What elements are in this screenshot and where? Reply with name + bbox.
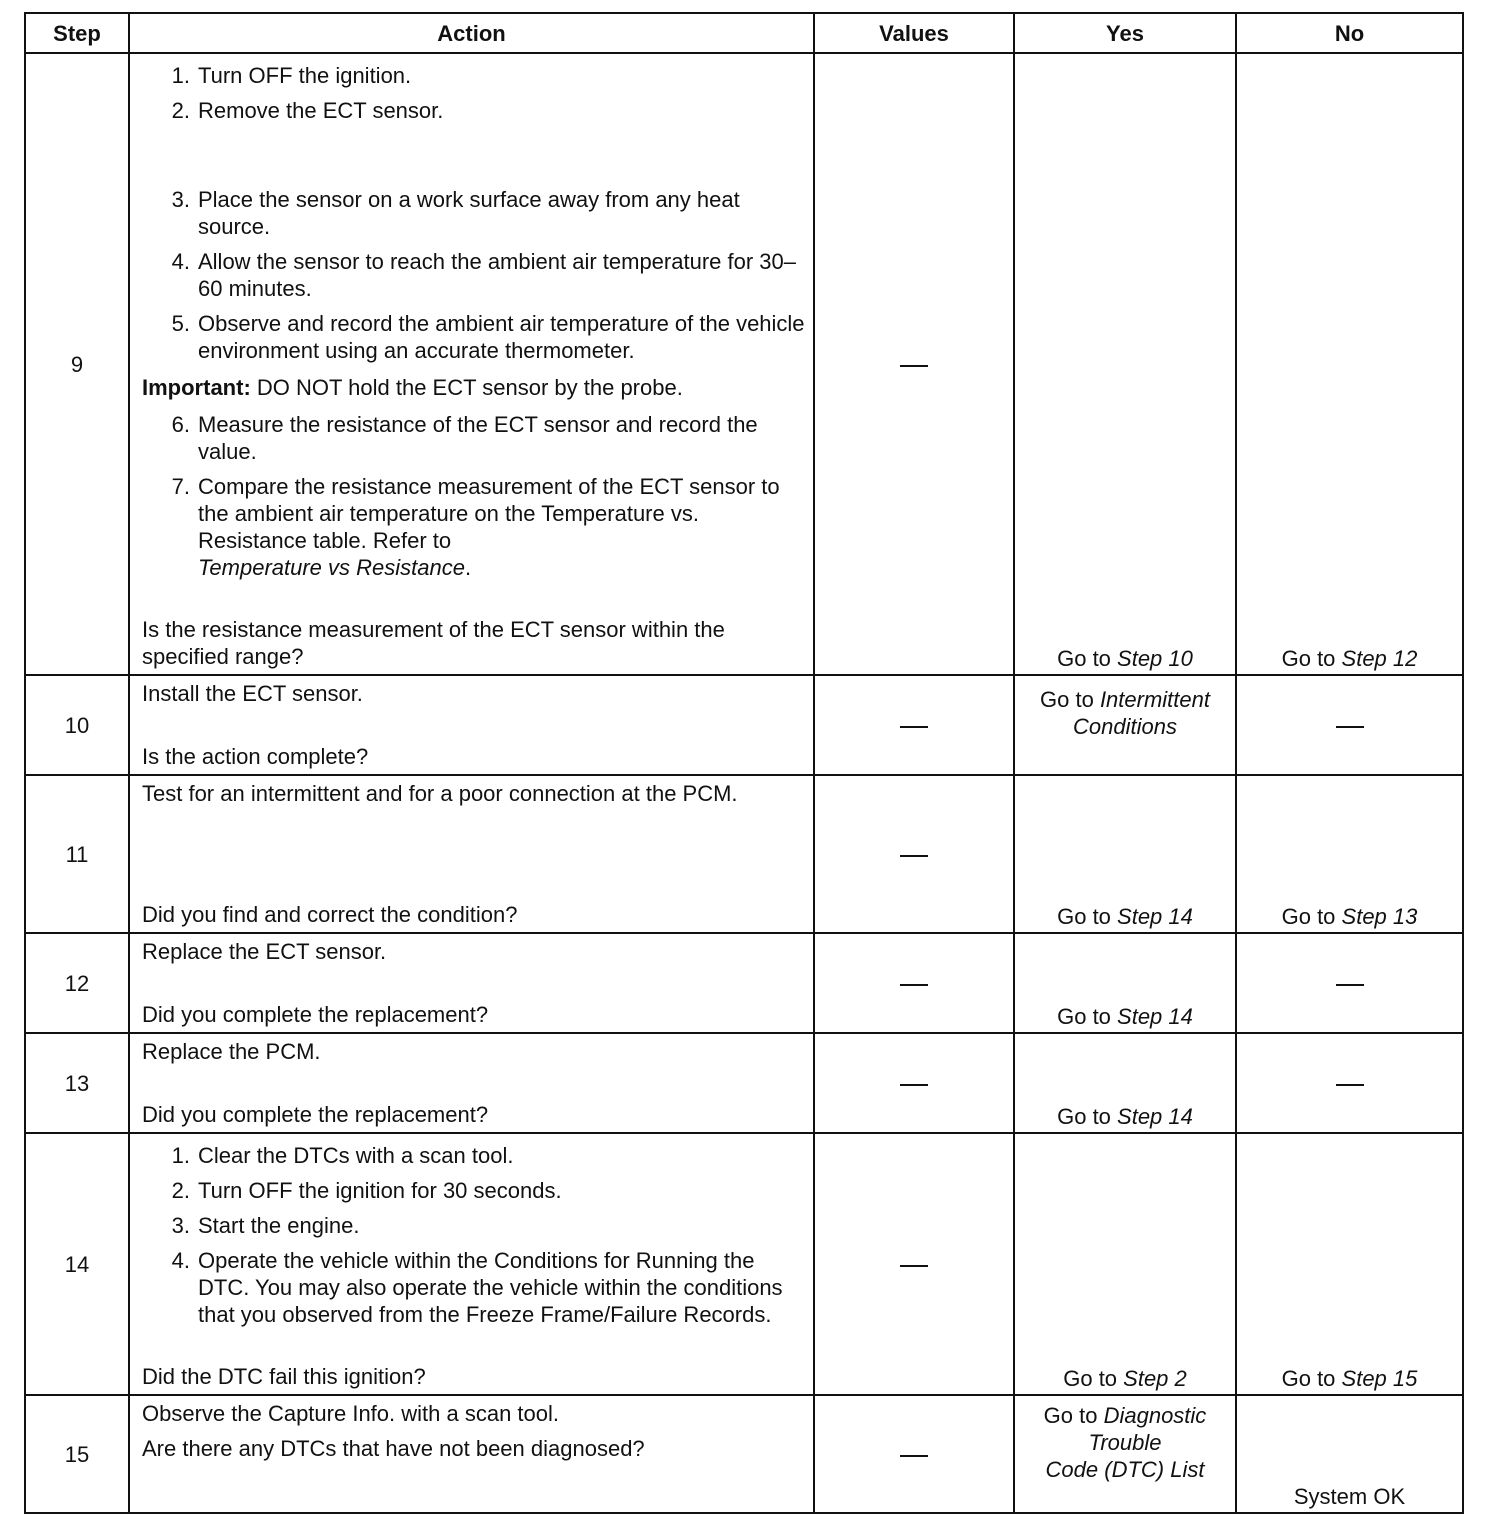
list-item: 2. Remove the ECT sensor. bbox=[171, 98, 444, 123]
list-item: 1. Turn OFF the ignition. bbox=[171, 63, 412, 88]
list-item: 2. Turn OFF the ignition for 30 seconds. bbox=[171, 1178, 562, 1203]
no-cell: Go to Step 13 bbox=[1236, 775, 1463, 933]
question-text: Is the resistance measurement of the ECT sensor within the specified range? bbox=[142, 617, 725, 669]
question-text: Did you complete the replacement? bbox=[142, 1002, 489, 1027]
goto-step-link[interactable]: Step 15 bbox=[1341, 1366, 1418, 1391]
step-number: 15 bbox=[25, 1395, 129, 1513]
question-text: Did the DTC fail this ignition? bbox=[142, 1364, 426, 1389]
dash-mark bbox=[1336, 1084, 1364, 1086]
header-no: No bbox=[1236, 13, 1463, 53]
goto-step-link[interactable]: Step 14 bbox=[1117, 1004, 1193, 1029]
action-text: Install the ECT sensor. bbox=[142, 681, 363, 706]
dash-mark bbox=[900, 726, 928, 728]
step-number: 9 bbox=[25, 53, 129, 675]
table-row-step-14 bbox=[25, 1133, 1463, 1395]
action-cell bbox=[129, 1033, 814, 1133]
header-action: Action bbox=[129, 13, 814, 53]
header-row bbox=[25, 13, 1463, 53]
header-step: Step bbox=[25, 13, 129, 53]
goto-dtc-list-link-3[interactable]: Code (DTC) List bbox=[1045, 1457, 1205, 1482]
no-cell bbox=[1236, 933, 1463, 1033]
list-item: 6. Measure the resistance of the ECT sensor and record the value. bbox=[171, 412, 758, 464]
table-row-step-9 bbox=[25, 53, 1463, 675]
yes-cell: Go to Step 10 bbox=[1014, 53, 1236, 675]
action-list bbox=[142, 1138, 805, 1336]
action-cell bbox=[129, 1133, 814, 1395]
action-cell bbox=[129, 775, 814, 933]
list-item: 5. Observe and record the ambient air temperature of the vehicle environment using an accurate thermometer. bbox=[171, 311, 805, 363]
list-item: 3. Start the engine. bbox=[171, 1213, 360, 1238]
action-cell bbox=[129, 1395, 814, 1513]
yes-cell: Go to Intermittent Conditions bbox=[1014, 675, 1236, 775]
reference-link[interactable]: Temperature vs Resistance bbox=[198, 555, 465, 580]
table-row-step-12 bbox=[25, 933, 1463, 1033]
action-text: Observe the Capture Info. with a scan tool. bbox=[142, 1401, 560, 1426]
goto-step-link[interactable]: Step 14 bbox=[1117, 1104, 1193, 1129]
list-item: 1. Clear the DTCs with a scan tool. bbox=[171, 1143, 514, 1168]
header-values: Values bbox=[814, 13, 1014, 53]
question-text: Are there any DTCs that have not been diagnosed? bbox=[142, 1436, 645, 1461]
step-number: 14 bbox=[25, 1133, 129, 1395]
table-row-step-15 bbox=[25, 1395, 1463, 1513]
action-list bbox=[142, 182, 805, 372]
dash-mark bbox=[900, 1455, 928, 1457]
action-text: Replace the ECT sensor. bbox=[142, 939, 387, 964]
list-item: 3. Place the sensor on a work surface away from any heat source. bbox=[171, 187, 740, 239]
values-cell bbox=[814, 775, 1014, 933]
table-row-step-11 bbox=[25, 775, 1463, 933]
no-cell bbox=[1236, 1395, 1463, 1513]
yes-cell: Go to Step 14 bbox=[1014, 933, 1236, 1033]
no-cell bbox=[1236, 675, 1463, 775]
goto-step-link[interactable]: Step 14 bbox=[1117, 904, 1193, 929]
list-item: 4. Allow the sensor to reach the ambient air temperature for 30–60 minutes. bbox=[171, 249, 796, 301]
dash-mark bbox=[1336, 984, 1364, 986]
goto-dtc-list-link[interactable]: Diagnostic bbox=[1103, 1403, 1207, 1428]
no-cell: Go to Step 12 bbox=[1236, 53, 1463, 675]
dash-mark bbox=[900, 1265, 928, 1267]
goto-intermittent-link-2[interactable]: Conditions bbox=[1073, 714, 1177, 739]
action-cell bbox=[129, 53, 814, 675]
step-number: 10 bbox=[25, 675, 129, 775]
values-cell bbox=[814, 1133, 1014, 1395]
table-row-step-10 bbox=[25, 675, 1463, 775]
step-number: 11 bbox=[25, 775, 129, 933]
important-note: Important: DO NOT hold the ECT sensor by the probe. bbox=[142, 375, 683, 400]
table-row-step-13 bbox=[25, 1033, 1463, 1133]
action-text: Replace the PCM. bbox=[142, 1039, 321, 1064]
goto-step-link[interactable]: Step 2 bbox=[1123, 1366, 1187, 1391]
yes-cell: Go to Step 2 bbox=[1014, 1133, 1236, 1395]
goto-step-link[interactable]: Step 12 bbox=[1341, 646, 1418, 671]
action-cell bbox=[129, 933, 814, 1033]
diagnostic-table bbox=[24, 12, 1464, 1514]
yes-cell: Go to Step 14 bbox=[1014, 1033, 1236, 1133]
goto-step-link[interactable]: Step 10 bbox=[1117, 646, 1193, 671]
dash-mark bbox=[900, 855, 928, 857]
values-cell bbox=[814, 675, 1014, 775]
step-number: 12 bbox=[25, 933, 129, 1033]
dash-mark bbox=[900, 365, 928, 367]
step-number: 13 bbox=[25, 1033, 129, 1133]
values-cell bbox=[814, 1395, 1014, 1513]
values-cell bbox=[814, 53, 1014, 675]
list-item: 4. Operate the vehicle within the Conditions for Running the DTC. You may also operate the vehicle within the conditions that you observed from the Freeze Frame/Failure Records. bbox=[171, 1248, 783, 1327]
header-yes: Yes bbox=[1014, 13, 1236, 53]
action-list bbox=[142, 58, 805, 132]
yes-cell: Go to Diagnostic Trouble Code (DTC) List bbox=[1014, 1395, 1236, 1513]
list-item: 7. Compare the resistance measurement of the ECT sensor to the ambient air temperature on the Temperature vs. Resistance table. Refer to Temperature vs Resistance. bbox=[171, 474, 780, 580]
values-cell bbox=[814, 1033, 1014, 1133]
yes-cell: Go to Step 14 bbox=[1014, 775, 1236, 933]
values-cell bbox=[814, 933, 1014, 1033]
question-text: Did you complete the replacement? bbox=[142, 1102, 489, 1127]
action-cell bbox=[129, 675, 814, 775]
question-text: Did you find and correct the condition? bbox=[142, 902, 518, 927]
goto-dtc-list-link-2[interactable]: Trouble bbox=[1088, 1430, 1162, 1455]
action-text: Test for an intermittent and for a poor connection at the PCM. bbox=[142, 781, 738, 806]
action-list bbox=[142, 407, 805, 589]
system-ok-text: System OK bbox=[1293, 1484, 1406, 1509]
no-cell: Go to Step 15 bbox=[1236, 1133, 1463, 1395]
dash-mark bbox=[900, 984, 928, 986]
question-text: Is the action complete? bbox=[142, 744, 369, 769]
dash-mark bbox=[900, 1084, 928, 1086]
no-cell bbox=[1236, 1033, 1463, 1133]
goto-step-link[interactable]: Step 13 bbox=[1341, 904, 1418, 929]
goto-intermittent-link[interactable]: Intermittent bbox=[1099, 687, 1210, 712]
dash-mark bbox=[1336, 726, 1364, 728]
